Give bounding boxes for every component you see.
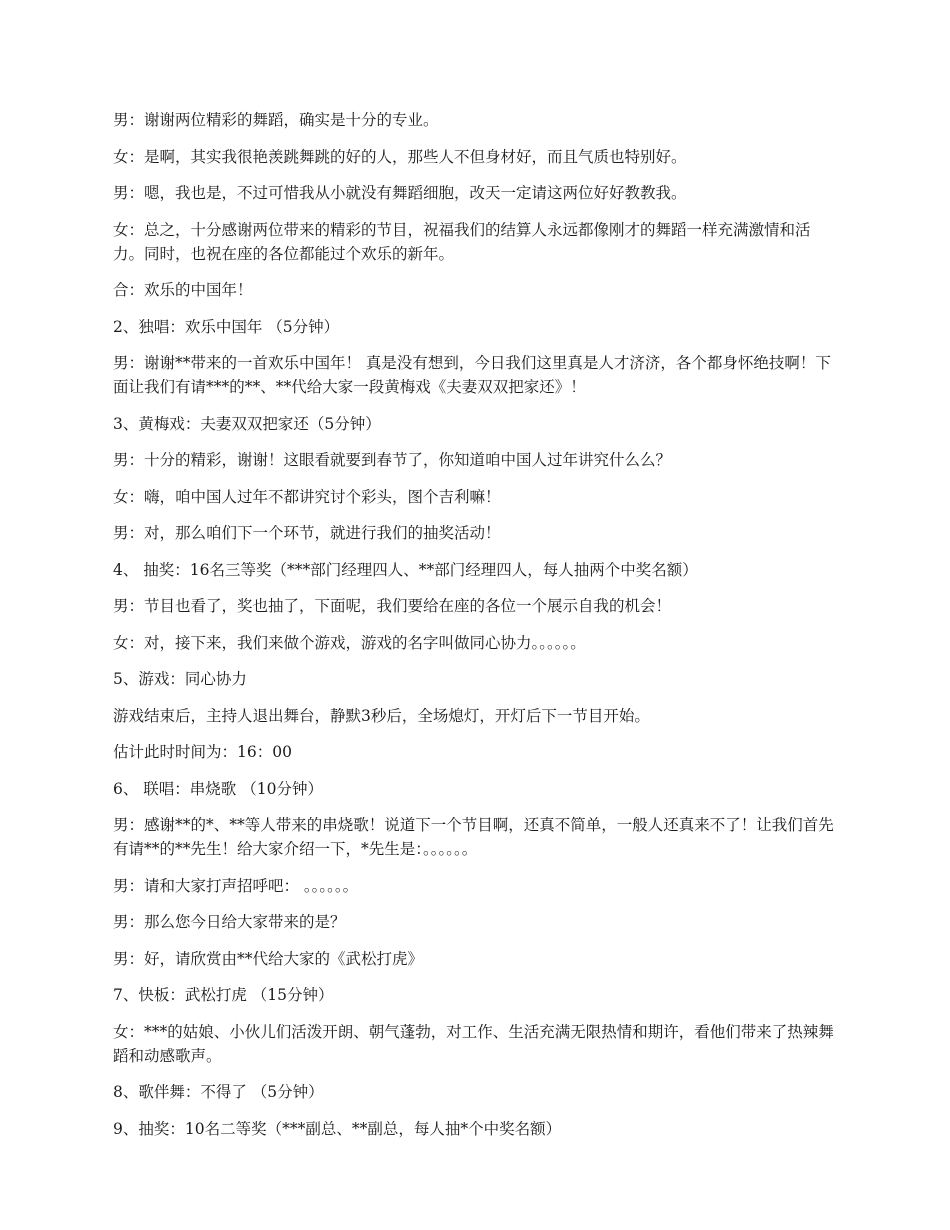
paragraph: 女：***的姑娘、小伙儿们活泼开朗、朝气蓬勃，对工作、生活充满无限热情和期许，看他们带来了热辣舞蹈和动感歌声。 (113, 1022, 834, 1065)
paragraph: 女：对，接下来，我们来做个游戏，游戏的名字叫做同心协力。。。。。。 (113, 633, 586, 652)
section-heading: 8、歌伴舞：不得了 （5分钟） (113, 1083, 324, 1101)
paragraph: 女：嗨，咱中国人过年不都讲究讨个彩头，图个吉利嘛！ (113, 487, 501, 506)
paragraph: 男：嗯，我也是，不过可惜我从小就没有舞蹈细胞，改天一定请这两位好好教教我。 (113, 184, 687, 202)
document-body (113, 108, 838, 1153)
paragraph: 男：对，那么咱们下一个环节，就进行我们的抽奖活动！ (113, 524, 501, 542)
paragraph: 男：十分的精彩，谢谢！这眼看就要到春节了，你知道咱中国人过年讲究什么么？ (113, 451, 672, 469)
section-heading: 3、黄梅戏：夫妻双双把家还（5分钟） (113, 414, 381, 433)
paragraph: 男：感谢**的*、**等人带来的串烧歌！说道下一个节目啊，还真不简单，一般人还真来不了！让我们首先有请**的**先生！给大家介绍一下，*先生是：。。。。。。 (113, 816, 834, 858)
paragraph: 游戏结束后，主持人退出舞台，静默3秒后，全场熄灯，开灯后下一节目开始。 (113, 706, 650, 725)
paragraph: 男：谢谢两位精彩的舞蹈，确实是十分的专业。 (113, 111, 439, 129)
paragraph: 女：是啊，其实我很艳羡跳舞跳的好的人，那些人不但身材好，而且气质也特别好。 (113, 147, 687, 166)
section-heading: 4、 抽奖：16名三等奖（***部门经理四人、**部门经理四人，每人抽两个中奖名额） (113, 560, 698, 579)
paragraph: 男：请和大家打声招呼吧： 。。。。。。 (113, 876, 359, 895)
section-heading: 6、 联唱：串烧歌 （10分钟） (113, 779, 323, 798)
section-heading: 2、独唱：欢乐中国年 （5分钟） (113, 317, 340, 336)
section-heading: 7、快板：武松打虎 （15分钟） (113, 986, 334, 1004)
section-heading: 5、游戏：同心协力 (113, 670, 247, 688)
paragraph: 男：那么您今日给大家带来的是？ (113, 913, 346, 931)
paragraph: 合：欢乐的中国年！ (113, 281, 253, 299)
paragraph: 男：节目也看了，奖也抽了，下面呢，我们要给在座的各位一个展示自我的机会！ (113, 597, 672, 615)
paragraph: 女：总之，十分感谢两位带来的精彩的节目，祝福我们的结算人永远都像刚才的舞蹈一样充满激情和活力。同时，也祝在座的各位都能过个欢乐的新年。 (113, 220, 811, 263)
section-heading: 9、抽奖：10名二等奖（***副总、**副总，每人抽*个中奖名额） (113, 1119, 562, 1138)
paragraph: 男：谢谢**带来的一首欢乐中国年！ 真是没有想到，今日我们这里真是人才济济，各个都身怀绝技啊！下面让我们有请***的**、**代给大家一段黄梅戏《夫妻双双把家还》！ (113, 354, 831, 396)
paragraph: 男：好，请欣赏由**代给大家的《武松打虎》 (113, 949, 424, 968)
paragraph: 估计此时时间为：16：00 (113, 743, 292, 761)
